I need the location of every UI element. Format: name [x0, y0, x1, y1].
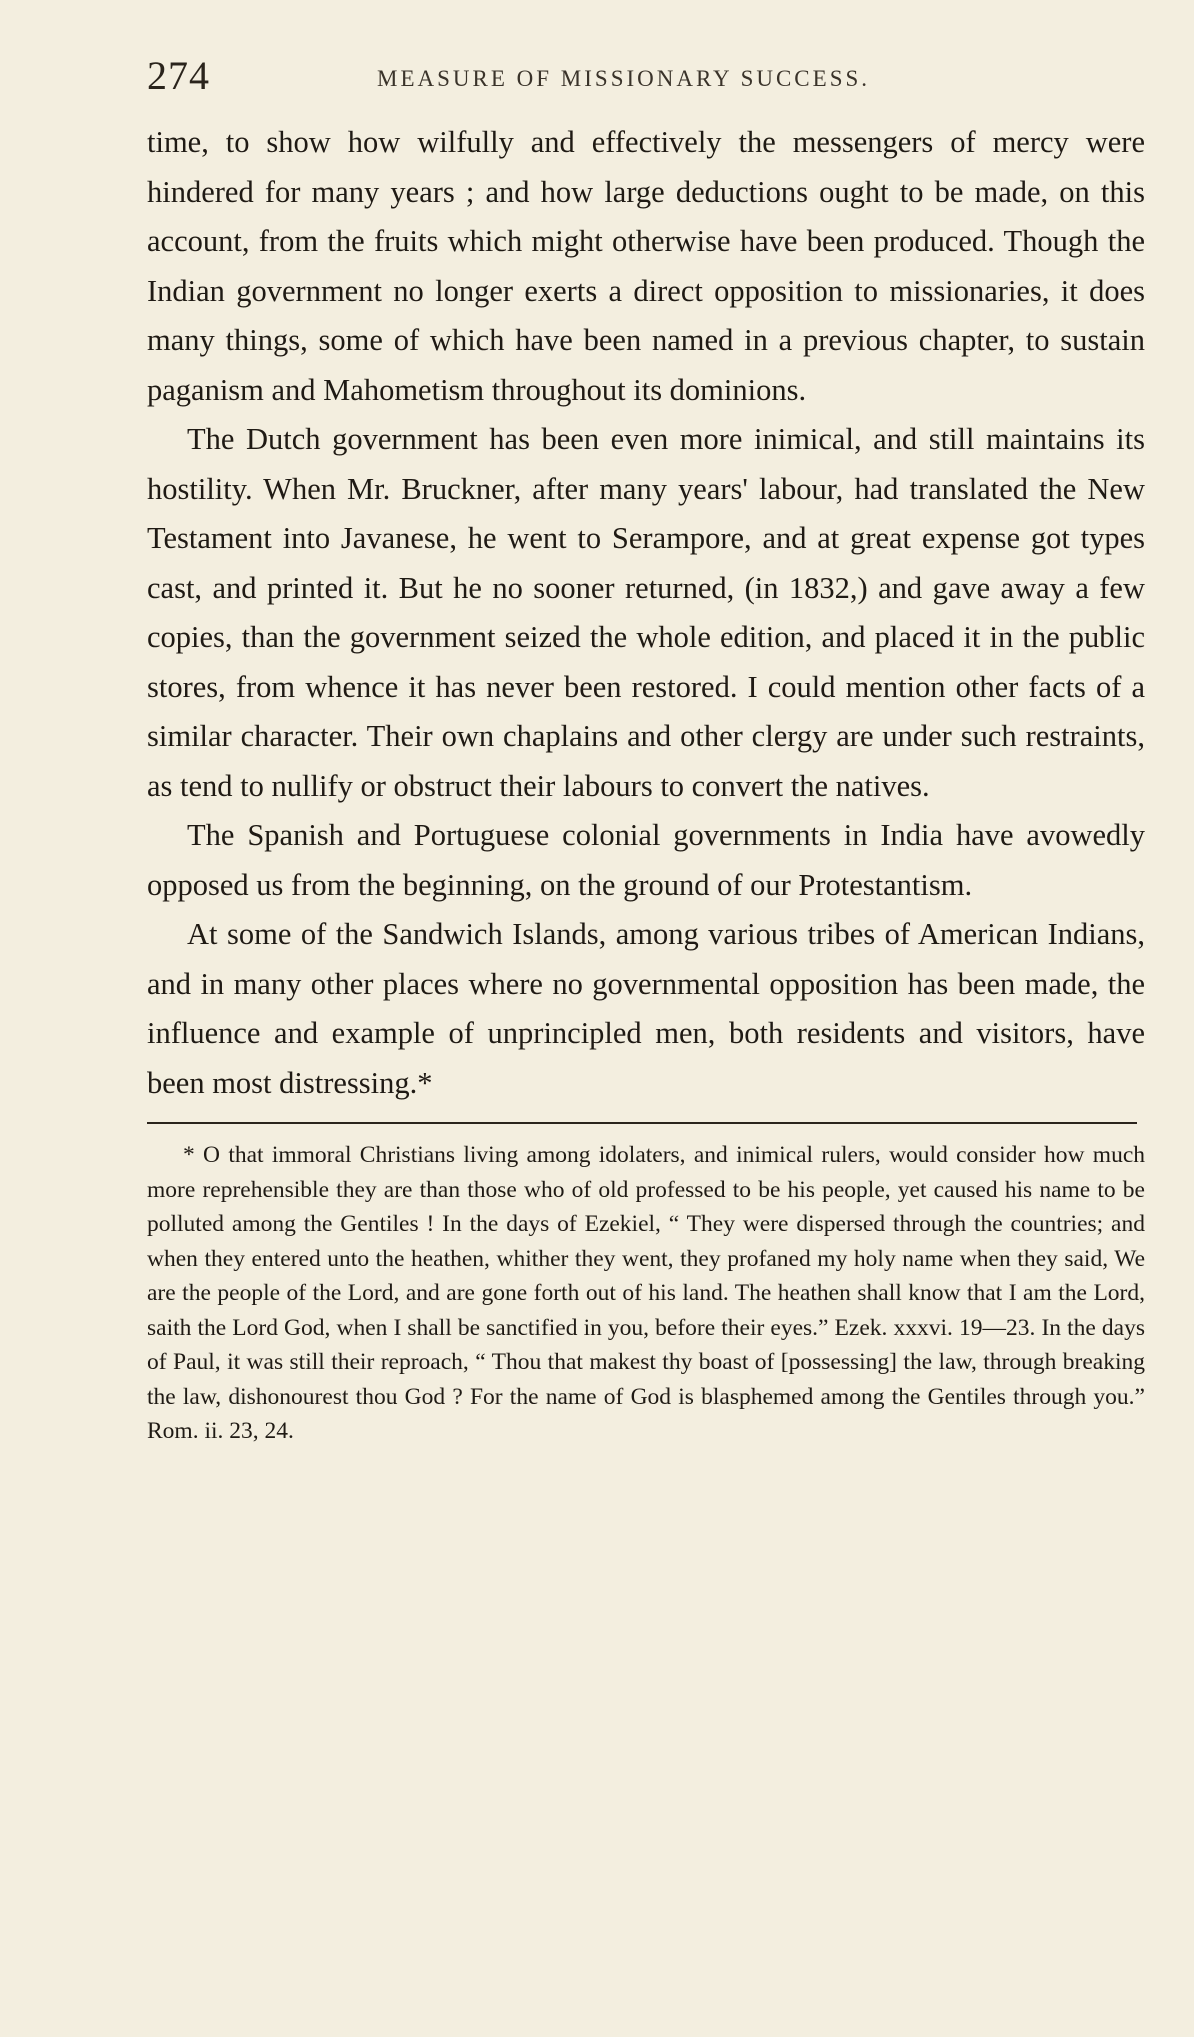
body-text: [147, 118, 1145, 1108]
paragraph-1: time, to show how wilfully and effectively the messengers of mercy were hindered for many years ; and how large deductions ought to be made, on this account, from the fruits which might otherwise have been produced. Though the Indian government no longer exerts a direct opposition to missionaries, it does many things, some of which have been named in a previous chapter, to sustain paganism and Mahometism throughout its dominions.: [147, 125, 1145, 407]
book-page: [147, 52, 1145, 1472]
paragraph-3: The Spanish and Portuguese colonial governments in India have avowedly opposed us from the beginning, on the ground of our Protestantism.: [147, 818, 1145, 902]
paragraph-4: At some of the Sandwich Islands, among various tribes of American Indians, and in many other places where no governmental opposition has been made, the influence and example of unprincipled men, both residents and visitors, have been most distressing.*: [147, 917, 1145, 1100]
page-number: 274: [147, 53, 210, 98]
running-title: MEASURE OF MISSIONARY SUCCESS.: [377, 66, 871, 91]
paragraph-2: The Dutch government has been even more inimical, and still maintains its hostility. When Mr. Bruckner, after many years' labour, had translated the New Testament into Javanese, he went to Serampore, and at great expense got types cast, and printed it. But he no sooner returned, (in 1832,) and gave away a few copies, than the government seized the whole edition, and placed it in the public stores, from whence it has never been restored. I could mention other facts of a similar character. Their own chaplains and other clergy are under such restraints, as tend to nullify or obstruct their labours to convert the natives.: [147, 422, 1145, 803]
running-head: [147, 52, 1145, 108]
footnote: * O that immoral Christians living among idolaters, and inimical rulers, would consider how much more reprehensible they are than those who of old professed to be his people, yet caused his name to be polluted among the Gentiles ! In the days of Ezekiel, “ They were dispersed through the countries; and when they entered unto the heathen, whither they went, they profaned my holy name when they said, We are the people of the Lord, and are gone forth out of his land. The heathen shall know that I am the Lord, saith the Lord God, when I shall be sanctified in you, before their eyes.” Ezek. xxxvi. 19—23. In the days of Paul, it was still their reproach, “ Thou that makest thy boast of [possessing] the law, through breaking the law, dishonourest thou God ? For the name of God is blasphemed among the Gentiles through you.” Rom. ii. 23, 24.: [147, 1142, 1145, 1444]
footnote-rule: [147, 1122, 1137, 1124]
